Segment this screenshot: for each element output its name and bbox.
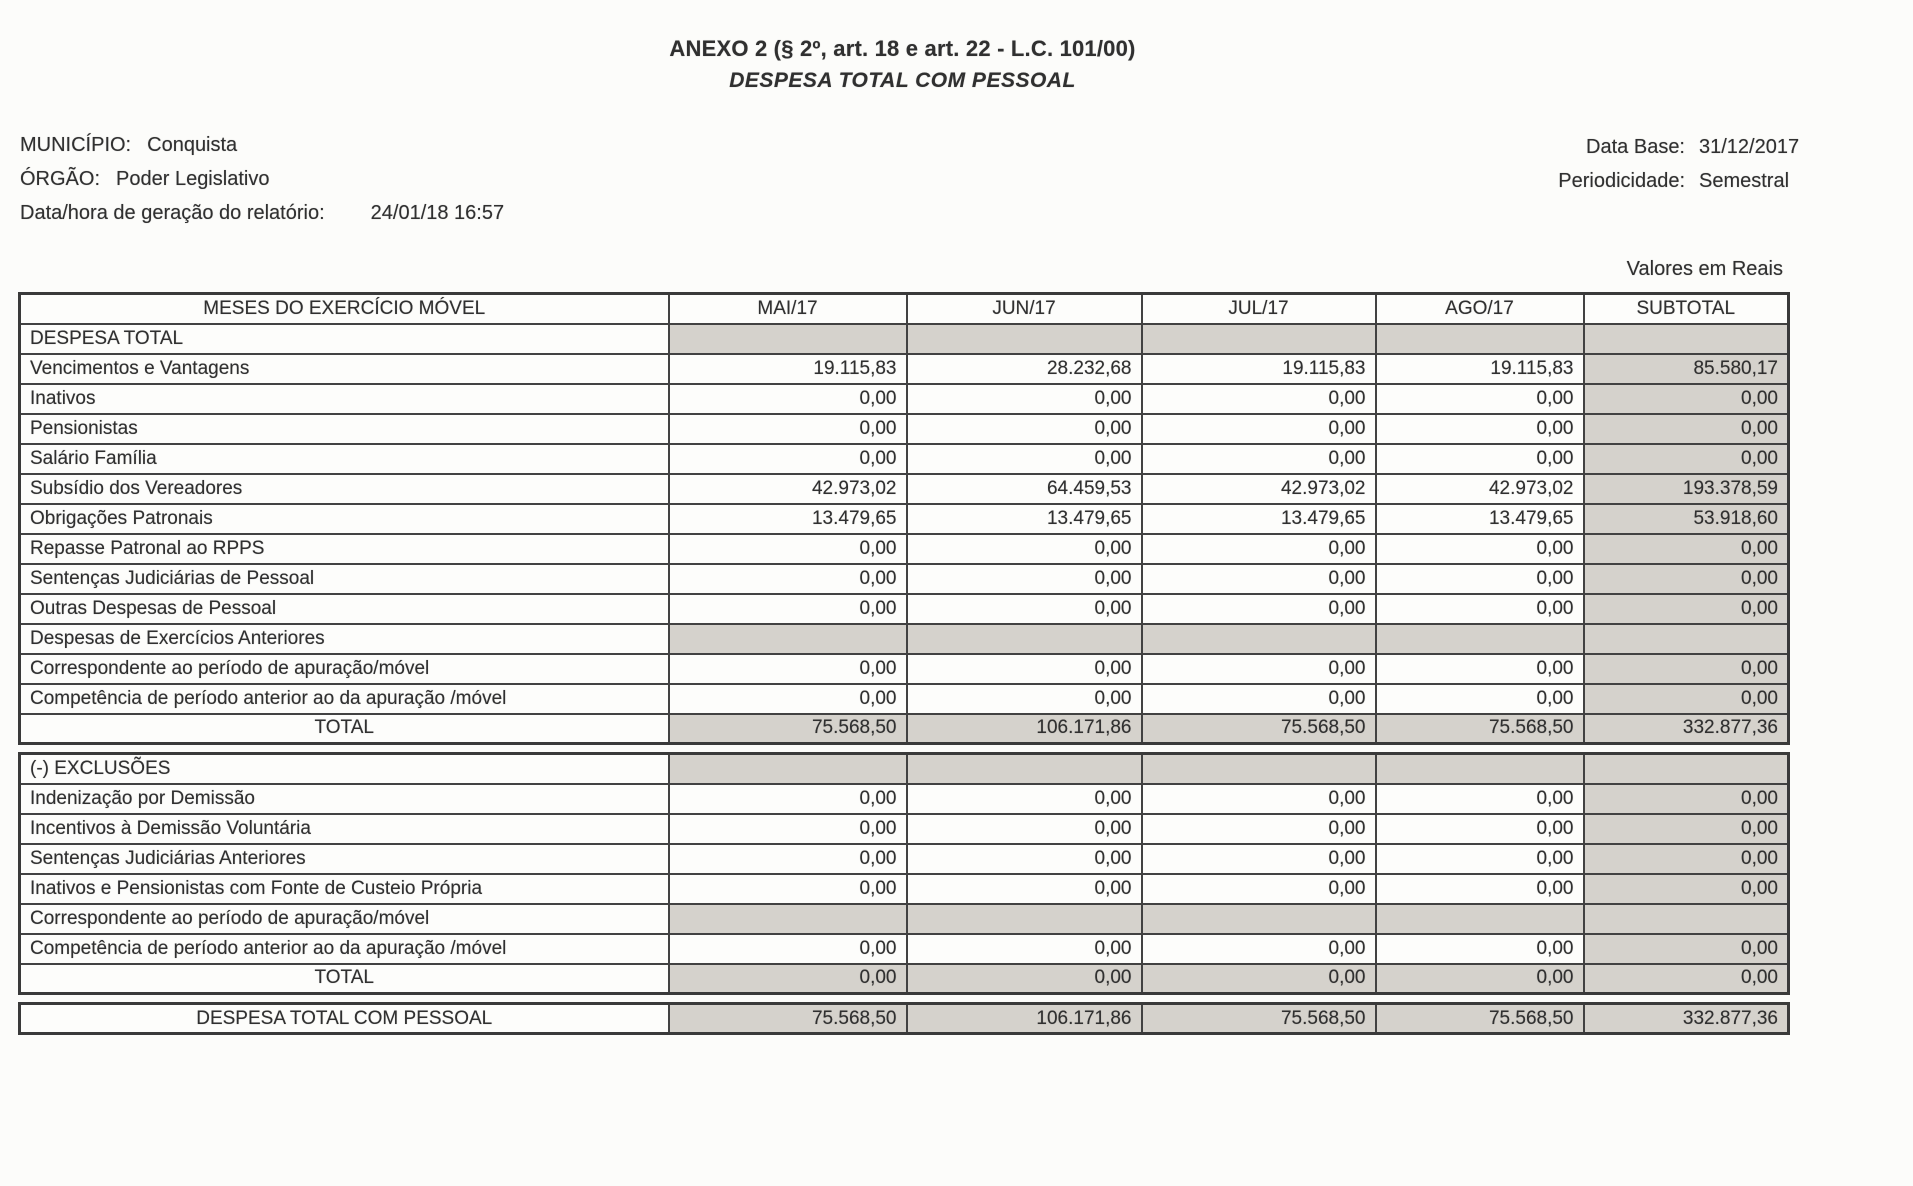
value-cell: 19.115,83 [1376,354,1584,384]
report-title-line1: ANEXO 2 (§ 2º, art. 18 e art. 22 - L.C. 101/00) [669,36,1136,61]
row-label: DESPESA TOTAL [20,324,669,354]
expense-table-section-1 [18,292,1790,745]
value-cell: 0,00 [1376,414,1584,444]
table-row [20,1004,1789,1034]
table-row [20,654,1789,684]
municipio-row [20,128,504,162]
row-label: Sentenças Judiciárias de Pessoal [20,564,669,594]
expense-table-section-2 [18,752,1790,995]
row-label: Repasse Patronal ao RPPS [20,534,669,564]
value-cell: 0,00 [907,814,1142,844]
row-label: TOTAL [20,714,669,744]
value-cell: 13.479,65 [1376,504,1584,534]
value-cell: 0,00 [1584,384,1789,414]
report-meta-left [20,128,504,230]
value-cell: 75.568,50 [1376,714,1584,744]
column-header: AGO/17 [1376,294,1584,324]
value-cell: 0,00 [1376,534,1584,564]
value-cell: 0,00 [1584,594,1789,624]
value-cell: 0,00 [1142,414,1376,444]
database-row [1558,130,1877,164]
row-label: Inativos e Pensionistas com Fonte de Custeio Própria [20,874,669,904]
value-cell: 0,00 [1142,934,1376,964]
row-label: Inativos [20,384,669,414]
value-cell: 0,00 [907,874,1142,904]
value-cell: 0,00 [669,844,907,874]
value-cell: 0,00 [1142,654,1376,684]
value-cell: 106.171,86 [907,714,1142,744]
value-cell [1142,324,1376,354]
value-cell [1584,624,1789,654]
value-cell: 0,00 [1142,594,1376,624]
municipio-label: MUNICÍPIO: [20,134,132,156]
row-label: Salário Família [20,444,669,474]
value-cell: 0,00 [1584,784,1789,814]
value-cell: 85.580,17 [1584,354,1789,384]
value-cell: 0,00 [907,444,1142,474]
orgao-row [20,162,504,196]
value-cell: 0,00 [1584,934,1789,964]
value-cell: 0,00 [669,874,907,904]
value-cell: 0,00 [907,594,1142,624]
value-cell: 75.568,50 [669,1004,907,1034]
value-cell: 0,00 [669,934,907,964]
value-cell: 0,00 [1584,654,1789,684]
row-label: Competência de período anterior ao da apuração /móvel [20,934,669,964]
table-row [20,534,1789,564]
value-cell: 0,00 [669,654,907,684]
currency-note: Valores em Reais [1626,258,1783,280]
value-cell: 0,00 [669,384,907,414]
row-label: Correspondente ao período de apuração/móvel [20,654,669,684]
value-cell: 0,00 [1142,384,1376,414]
value-cell: 0,00 [1142,964,1376,994]
value-cell: 0,00 [669,414,907,444]
row-label: Outras Despesas de Pessoal [20,594,669,624]
table-row [20,714,1789,744]
table-row [20,354,1789,384]
table-row [20,874,1789,904]
value-cell: 75.568,50 [1142,714,1376,744]
value-cell: 0,00 [1142,564,1376,594]
value-cell: 13.479,65 [669,504,907,534]
value-cell: 0,00 [1376,654,1584,684]
row-label: Despesas de Exercícios Anteriores [20,624,669,654]
value-cell: 0,00 [907,564,1142,594]
value-cell: 42.973,02 [1376,474,1584,504]
row-label: Sentenças Judiciárias Anteriores [20,844,669,874]
value-cell: 0,00 [1584,534,1789,564]
expense-table-wrap [18,292,1787,1042]
value-cell: 0,00 [1142,874,1376,904]
value-cell: 0,00 [1376,684,1584,714]
value-cell: 0,00 [669,964,907,994]
row-label: Correspondente ao período de apuração/móvel [20,904,669,934]
value-cell [1142,754,1376,784]
value-cell: 0,00 [669,594,907,624]
value-cell: 0,00 [1142,444,1376,474]
value-cell: 0,00 [1376,384,1584,414]
value-cell [907,624,1142,654]
value-cell: 0,00 [907,684,1142,714]
value-cell: 0,00 [1376,964,1584,994]
report-title-block [18,36,1787,93]
column-header: JUL/17 [1142,294,1376,324]
geracao-row [20,196,504,230]
value-cell: 0,00 [1584,844,1789,874]
value-cell: 0,00 [1584,964,1789,994]
row-label: Obrigações Patronais [20,504,669,534]
value-cell: 0,00 [1142,844,1376,874]
value-cell: 0,00 [907,784,1142,814]
value-cell: 0,00 [907,964,1142,994]
column-header: SUBTOTAL [1584,294,1789,324]
row-label: Indenização por Demissão [20,784,669,814]
table-row [20,444,1789,474]
value-cell: 0,00 [1142,784,1376,814]
periodicidade-label: Periodicidade: [1558,170,1685,192]
value-cell: 0,00 [1376,844,1584,874]
table-row [20,754,1789,784]
value-cell [907,754,1142,784]
geracao-label: Data/hora de geração do relatório: [20,202,325,224]
report-meta-right [1558,130,1877,198]
row-label: TOTAL [20,964,669,994]
row-label: Pensionistas [20,414,669,444]
value-cell: 42.973,02 [1142,474,1376,504]
value-cell [669,904,907,934]
row-label: Incentivos à Demissão Voluntária [20,814,669,844]
value-cell: 0,00 [1584,444,1789,474]
value-cell: 0,00 [907,844,1142,874]
report-title-line2: DESPESA TOTAL COM PESSOAL [729,69,1076,92]
value-cell: 75.568,50 [1376,1004,1584,1034]
row-label: (-) EXCLUSÕES [20,754,669,784]
value-cell [669,754,907,784]
value-cell: 0,00 [669,564,907,594]
table-row [20,814,1789,844]
value-cell: 0,00 [1584,414,1789,444]
value-cell: 0,00 [1376,934,1584,964]
value-cell: 13.479,65 [907,504,1142,534]
table-row [20,904,1789,934]
value-cell: 42.973,02 [669,474,907,504]
value-cell: 0,00 [1584,814,1789,844]
value-cell [907,324,1142,354]
value-cell: 0,00 [1376,444,1584,474]
value-cell: 75.568,50 [1142,1004,1376,1034]
table-row [20,594,1789,624]
table-row [20,474,1789,504]
row-label: Subsídio dos Vereadores [20,474,669,504]
table-row [20,324,1789,354]
value-cell: 19.115,83 [669,354,907,384]
value-cell [1376,904,1584,934]
value-cell [1376,754,1584,784]
value-cell: 0,00 [1142,814,1376,844]
row-label: DESPESA TOTAL COM PESSOAL [20,1004,669,1034]
value-cell: 64.459,53 [907,474,1142,504]
orgao-value: Poder Legislativo [116,168,270,190]
value-cell: 0,00 [669,534,907,564]
value-cell [1142,904,1376,934]
expense-table-section-3 [18,1002,1790,1035]
value-cell [1584,754,1789,784]
value-cell: 0,00 [669,444,907,474]
value-cell: 0,00 [1376,594,1584,624]
value-cell: 19.115,83 [1142,354,1376,384]
value-cell: 332.877,36 [1584,714,1789,744]
value-cell: 0,00 [1584,874,1789,904]
value-cell [669,324,907,354]
orgao-label: ÓRGÃO: [20,168,101,190]
table-row [20,564,1789,594]
value-cell: 13.479,65 [1142,504,1376,534]
value-cell: 75.568,50 [669,714,907,744]
row-label: Competência de período anterior ao da apuração /móvel [20,684,669,714]
value-cell: 28.232,68 [907,354,1142,384]
value-cell: 193.378,59 [1584,474,1789,504]
value-cell: 0,00 [669,684,907,714]
periodicidade-value: Semestral [1699,170,1790,192]
value-cell [1584,904,1789,934]
table-row [20,934,1789,964]
geracao-value: 24/01/18 16:57 [370,202,505,224]
value-cell: 0,00 [1376,564,1584,594]
table-row [20,384,1789,414]
column-header-label: MESES DO EXERCÍCIO MÓVEL [20,294,669,324]
database-value: 31/12/2017 [1699,136,1800,158]
table-row [20,964,1789,994]
value-cell [907,904,1142,934]
table-row [20,504,1789,534]
table-row [20,624,1789,654]
periodicidade-row [1558,164,1877,198]
value-cell: 0,00 [907,384,1142,414]
value-cell: 53.918,60 [1584,504,1789,534]
table-row [20,844,1789,874]
table-row [20,684,1789,714]
column-header: JUN/17 [907,294,1142,324]
row-label: Vencimentos e Vantagens [20,354,669,384]
value-cell [669,624,907,654]
value-cell: 0,00 [1376,814,1584,844]
value-cell: 0,00 [907,534,1142,564]
municipio-value: Conquista [147,134,238,156]
value-cell [1376,624,1584,654]
value-cell: 0,00 [1376,874,1584,904]
value-cell: 106.171,86 [907,1004,1142,1034]
value-cell: 0,00 [907,414,1142,444]
column-header: MAI/17 [669,294,907,324]
value-cell: 0,00 [907,654,1142,684]
table-row [20,784,1789,814]
value-cell: 0,00 [907,934,1142,964]
value-cell: 0,00 [669,814,907,844]
value-cell: 0,00 [1376,784,1584,814]
value-cell [1376,324,1584,354]
value-cell: 0,00 [1142,684,1376,714]
table-header-row [20,294,1789,324]
value-cell: 0,00 [1584,684,1789,714]
value-cell: 0,00 [669,784,907,814]
value-cell [1142,624,1376,654]
value-cell: 0,00 [1584,564,1789,594]
value-cell: 332.877,36 [1584,1004,1789,1034]
value-cell: 0,00 [1142,534,1376,564]
database-label: Data Base: [1586,136,1685,158]
value-cell [1584,324,1789,354]
table-row [20,414,1789,444]
